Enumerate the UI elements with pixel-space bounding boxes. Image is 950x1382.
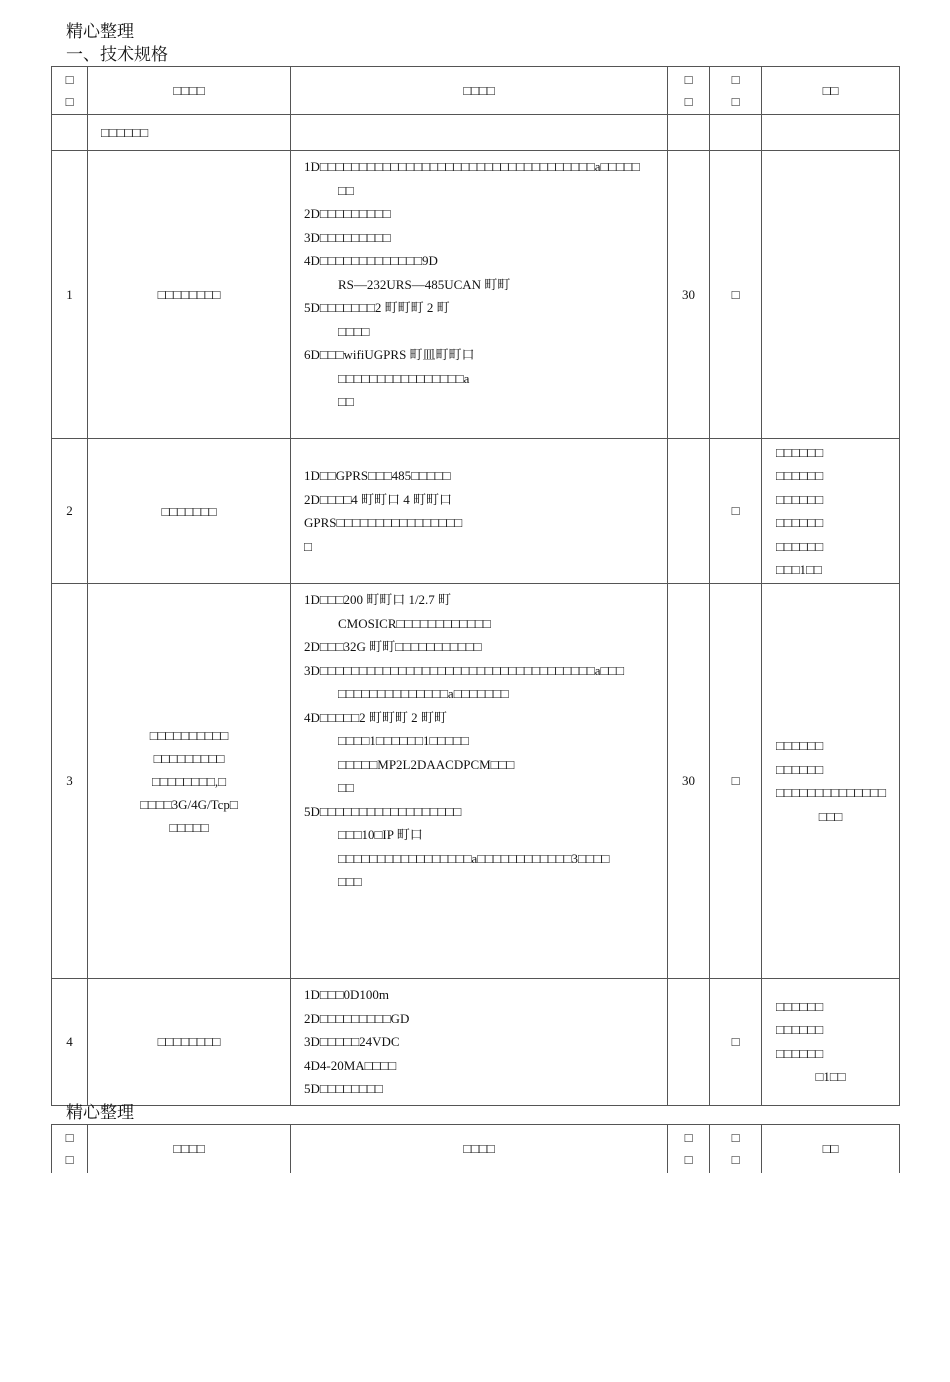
- header-params: □□□□: [291, 1125, 668, 1173]
- item-params: 1D□□□□□□□□□□□□□□□□□□□□□□□□□□□□□□□□□□□a□□□□□ □□ 2D□□□□□□□□□ 3D□□□□□□□□□ 4D□□□□□□□□□□□□□9D RS—232URS—485UCAN 町町 5D□□□□□□□2 町町町 2 町 □□□□ 6D□□□wifiUGPRS 町皿町町口 □□□□□□□□□□□□□□□□a □□: [291, 151, 668, 439]
- header-note: □□: [762, 1125, 900, 1173]
- footer-header-title: 精心整理: [66, 1103, 134, 1123]
- header-qty: □ □: [668, 1125, 710, 1173]
- item-name: □□□□□□□□: [88, 151, 291, 439]
- item-name: □□□□□□□: [88, 439, 291, 584]
- table-header-row: [52, 1125, 900, 1173]
- page-header-title: 精心整理: [66, 22, 134, 42]
- item-qty: [668, 979, 710, 1106]
- header-note: □□: [762, 67, 900, 115]
- header-no: □ □: [52, 67, 88, 115]
- item-qty: [668, 439, 710, 584]
- spec-table: [51, 66, 900, 1106]
- row-number: 2: [52, 439, 88, 584]
- header-unit: □ □: [710, 67, 762, 115]
- item-note: □□□□□□ □□□□□□ □□□□□□ □1□□: [762, 979, 900, 1106]
- item-params: 1D□□□200 町町口 1/2.7 町 CMOSICR□□□□□□□□□□□□ 2D□□□32G 町町□□□□□□□□□□□ 3D□□□□□□□□□□□□□□□□□□□□□□□□□□□□□□□□□□□a□□□ □□□□□□□□□□□□□□a□□□□□□□ 4D□□□□□2 町町町 2 町町 □□□□1□□□□□□1□□□□□ □□□□□MP2L2DAACDPCM□□□ □□ 5D□□□□□□□□□□□□□□□□□□ □□□10□IP 町口 □□□□□□□□□□□□□□□□□a□□□□□□□□□□□□3□□□□ □□□: [291, 584, 668, 979]
- item-note: □□□□□□ □□□□□□ □□□□□□ □□□□□□ □□□□□□ □□□1□□: [762, 439, 900, 584]
- item-unit: □: [710, 979, 762, 1106]
- header-unit: □ □: [710, 1125, 762, 1173]
- item-unit: □: [710, 151, 762, 439]
- row-number: 1: [52, 151, 88, 439]
- item-params: 1D□□□0D100m 2D□□□□□□□□□GD 3D□□□□□24VDC 4D4-20MA□□□□ 5D□□□□□□□□: [291, 979, 668, 1106]
- table-row: [52, 439, 900, 584]
- section-title: □□□□□□: [88, 115, 291, 151]
- item-qty: 30: [668, 151, 710, 439]
- item-unit: □: [710, 439, 762, 584]
- header-name: □□□□: [88, 67, 291, 115]
- item-unit: □: [710, 584, 762, 979]
- item-name: □□□□□□□□□□ □□□□□□□□□ □□□□□□□□,□ □□□□3G/4G/Tcp□ □□□□□: [88, 584, 291, 979]
- table-row: [52, 151, 900, 439]
- row-number: 3: [52, 584, 88, 979]
- table-header-row: [52, 67, 900, 115]
- row-number: 4: [52, 979, 88, 1106]
- item-note: □□□□□□ □□□□□□ □□□□□□□□□□□□□□ □□□: [762, 584, 900, 979]
- header-params: □□□□: [291, 67, 668, 115]
- table-row: [52, 584, 900, 979]
- item-name: □□□□□□□□: [88, 979, 291, 1106]
- section-heading: 一、技术规格: [66, 45, 168, 65]
- item-qty: 30: [668, 584, 710, 979]
- continued-table-header: [51, 1124, 900, 1173]
- item-params: 1D□□GPRS□□□485□□□□□ 2D□□□□4 町町口 4 町町口 GPRS□□□□□□□□□□□□□□□□ □: [291, 439, 668, 584]
- section-title-row: [52, 115, 900, 151]
- item-note: [762, 151, 900, 439]
- header-qty: □ □: [668, 67, 710, 115]
- header-name: □□□□: [88, 1125, 291, 1173]
- table-row: [52, 979, 900, 1106]
- header-no: □ □: [52, 1125, 88, 1173]
